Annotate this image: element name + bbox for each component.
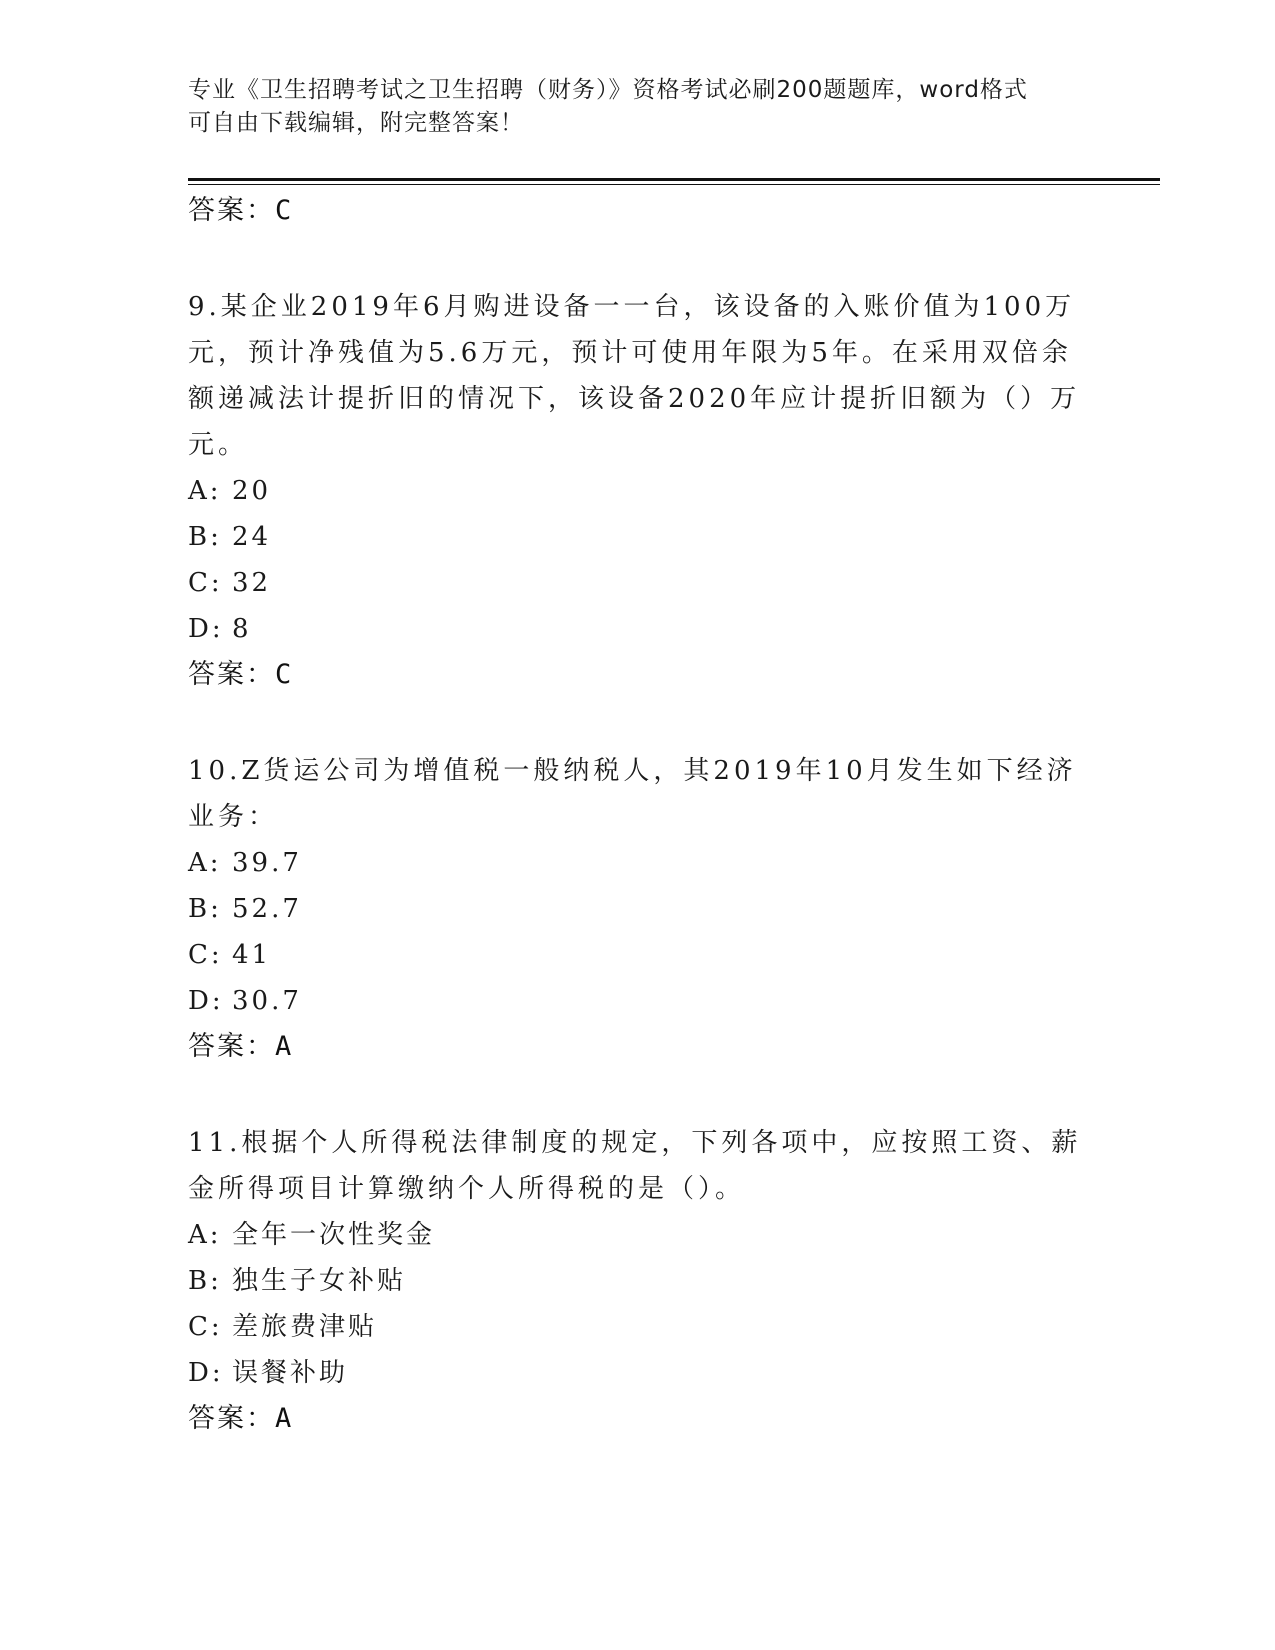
header-divider-thick (188, 178, 1160, 181)
option-letter: D: (188, 614, 224, 644)
answer-line (188, 1396, 1088, 1442)
spacer (188, 234, 1088, 284)
header-line-2: 可自由下载编辑，附完整答案！ (188, 110, 524, 136)
option-a (188, 468, 1088, 514)
option-text: 52.7 (232, 894, 302, 924)
header-divider-thin (188, 184, 1160, 185)
answer-value: A (275, 1403, 294, 1434)
option-b (188, 1258, 1088, 1304)
option-letter: C: (188, 940, 223, 970)
question-block (188, 748, 1088, 1070)
answer-label: 答案： (188, 1403, 275, 1434)
option-letter: D: (188, 1358, 224, 1388)
option-d (188, 978, 1088, 1024)
question-text: 11.根据个人所得税法律制度的规定，下列各项中，应按照工资、薪金所得项目计算缴纳个人所得税的是（）。 (188, 1128, 1082, 1204)
option-text: 39.7 (232, 848, 302, 878)
answer-label: 答案： (188, 1031, 275, 1062)
answer-label: 答案： (188, 195, 275, 226)
option-text: 全年一次性奖金 (232, 1220, 436, 1250)
option-letter: C: (188, 1312, 223, 1342)
option-letter: B: (188, 1266, 222, 1296)
option-letter: B: (188, 894, 222, 924)
option-text: 8 (232, 614, 252, 644)
question-block (188, 1120, 1088, 1442)
option-letter: A: (188, 1220, 222, 1250)
option-letter: D: (188, 986, 224, 1016)
option-text: 独生子女补贴 (232, 1266, 407, 1296)
document-body (188, 188, 1088, 1442)
question-text: 9.某企业2019年6月购进设备一一台，该设备的入账价值为100万元，预计净残值为5.6万元，预计可使用年限为5年。在采用双倍余额递减法计提折旧的情况下，该设备2020年应计提折旧额为（）万元。 (188, 292, 1081, 460)
document-header (188, 74, 1068, 140)
option-a (188, 840, 1088, 886)
option-text: 差旅费津贴 (232, 1312, 378, 1342)
answer-value: C (275, 195, 294, 226)
option-letter: B: (188, 522, 222, 552)
question-text: 10.Z货运公司为增值税一般纳税人，其2019年10月发生如下经济业务： (188, 756, 1077, 832)
option-text: 32 (232, 568, 272, 598)
option-text: 20 (232, 476, 272, 506)
question-block (188, 284, 1088, 698)
option-letter: A: (188, 848, 222, 878)
option-letter: A: (188, 476, 222, 506)
option-text: 误餐补助 (232, 1358, 349, 1388)
option-c (188, 1304, 1088, 1350)
option-text: 24 (232, 522, 272, 552)
header-line-1: 专业《卫生招聘考试之卫生招聘（财务）》资格考试必刷200题题库，word格式 (188, 77, 1028, 103)
option-letter: C: (188, 568, 223, 598)
answer-label: 答案： (188, 659, 275, 690)
option-c (188, 932, 1088, 978)
option-text: 41 (232, 940, 272, 970)
option-c (188, 560, 1088, 606)
option-d (188, 1350, 1088, 1396)
answer-value: A (275, 1031, 294, 1062)
spacer (188, 1070, 1088, 1120)
option-d (188, 606, 1088, 652)
spacer (188, 698, 1088, 748)
option-b (188, 514, 1088, 560)
answer-line (188, 188, 1088, 234)
answer-value: C (275, 659, 294, 690)
answer-line (188, 1024, 1088, 1070)
option-text: 30.7 (232, 986, 302, 1016)
option-b (188, 886, 1088, 932)
answer-line (188, 652, 1088, 698)
option-a (188, 1212, 1088, 1258)
